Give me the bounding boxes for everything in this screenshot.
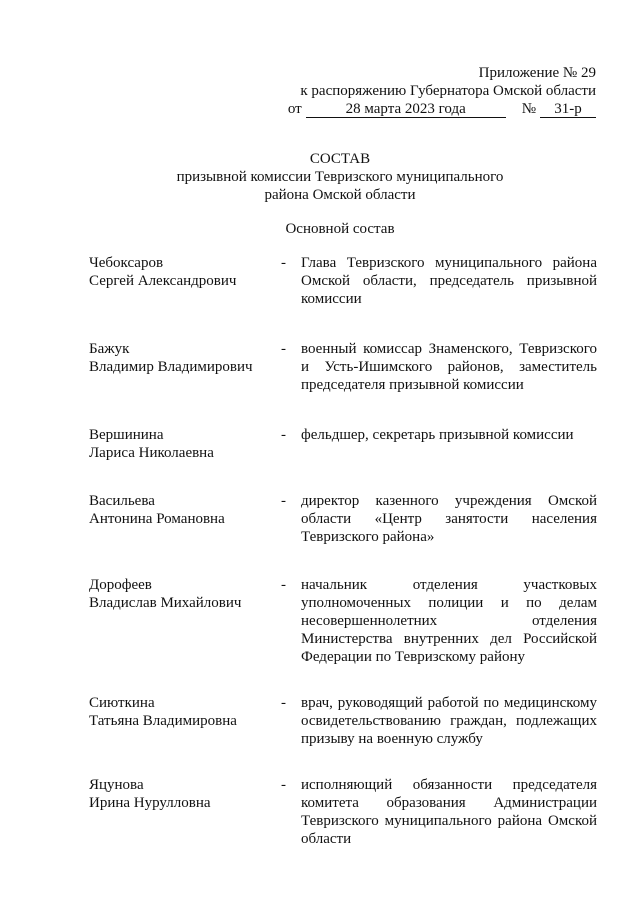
member-surname: Яцунова — [89, 777, 144, 793]
from-label: от — [287, 101, 302, 117]
member-dash: - — [281, 493, 286, 509]
member-name — [89, 694, 281, 748]
member-dash: - — [281, 577, 286, 593]
member-name — [89, 426, 281, 462]
member-row — [89, 776, 597, 848]
member-dash: - — [281, 341, 286, 357]
order-reference: к распоряжению Губернатора Омской области — [300, 83, 596, 99]
member-row — [89, 492, 597, 546]
order-date-row — [280, 100, 596, 118]
member-name — [89, 340, 281, 394]
document-header — [280, 64, 596, 118]
order-number: 31-р — [540, 101, 596, 118]
member-role: военный комиссар Знаменского, Тевризского и Усть-Ишимского районов, заместитель председателя призывной комиссии — [301, 341, 597, 393]
appendix-number: Приложение № 29 — [478, 65, 596, 81]
member-name — [89, 254, 281, 308]
member-role: начальник отделения участковых уполномоченных полиции и по делам несовершеннолетних отделения Министерства внутренних дел Российской Федерации по Тевризскому району — [301, 577, 597, 665]
member-row — [89, 340, 597, 394]
member-surname: Вершинина — [89, 427, 164, 443]
member-row — [89, 694, 597, 748]
member-role: исполняющий обязанности председателя комитета образования Администрации Тевризского муниципального района Омской области — [301, 777, 597, 847]
member-role: врач, руководящий работой по медицинскому освидетельствованию граждан, подлежащих призыву на военную службу — [301, 695, 597, 747]
member-name — [89, 492, 281, 546]
member-given-name: Ирина Нурулловна — [89, 795, 211, 811]
member-row — [89, 576, 597, 666]
member-role: Глава Тевризского муниципального района Омской области, председатель призывной комиссии — [301, 255, 597, 307]
member-role: фельдшер, секретарь призывной комиссии — [301, 427, 574, 443]
member-surname: Чебоксаров — [89, 255, 164, 271]
member-surname: Васильева — [89, 493, 155, 509]
member-surname: Бажук — [89, 341, 130, 357]
order-date: 28 марта 2023 года — [306, 101, 506, 118]
title-main: СОСТАВ — [309, 151, 371, 167]
member-given-name: Антонина Романовна — [89, 511, 225, 527]
member-given-name: Владимир Владимирович — [89, 359, 253, 375]
member-dash: - — [281, 255, 286, 271]
members-list — [89, 254, 597, 848]
number-label: № — [521, 101, 536, 117]
member-given-name: Сергей Александрович — [89, 273, 237, 289]
member-given-name: Владислав Михайлович — [89, 595, 242, 611]
member-given-name: Татьяна Владимировна — [89, 713, 237, 729]
member-dash: - — [281, 777, 286, 793]
member-dash: - — [281, 695, 286, 711]
member-role: директор казенного учреждения Омской области «Центр занятости населения Тевризского района» — [301, 493, 597, 545]
title-line-1: призывной комиссии Тевризского муниципального — [176, 169, 504, 185]
document-title — [120, 150, 560, 204]
section-title: Основной состав — [285, 221, 395, 237]
member-given-name: Лариса Николаевна — [89, 445, 214, 461]
member-surname: Дорофеев — [89, 577, 152, 593]
title-line-2: района Омской области — [264, 187, 416, 203]
member-name — [89, 576, 281, 666]
member-surname: Сиюткина — [89, 695, 155, 711]
member-row — [89, 254, 597, 308]
member-dash: - — [281, 427, 286, 443]
member-row — [89, 426, 597, 462]
member-name — [89, 776, 281, 848]
